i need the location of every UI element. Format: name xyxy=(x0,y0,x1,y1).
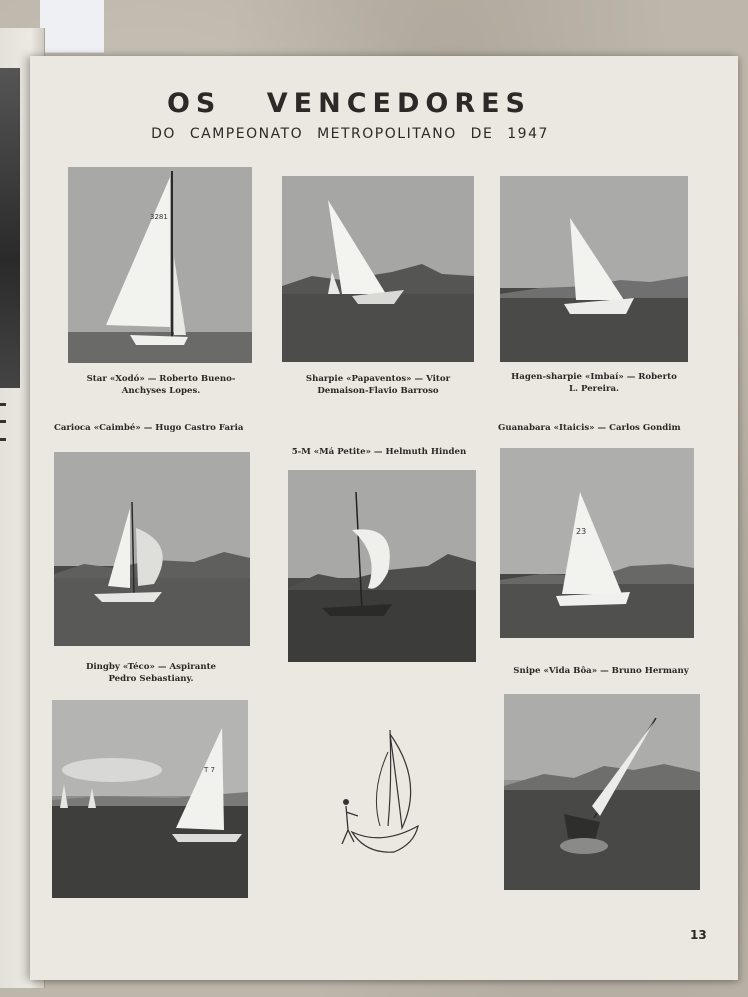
photo-carioca-caimbe xyxy=(54,452,250,646)
caption-line: Sharpie «Papaventos» — Vitor xyxy=(305,374,451,384)
photo-5m-ma-petite xyxy=(288,470,476,662)
caption-snipe: Snipe «Vida Bôa» — Bruno Hermany xyxy=(513,666,689,676)
magazine-page xyxy=(30,56,738,980)
page-title: OS VENCEDORES xyxy=(166,88,532,119)
left-page-photo xyxy=(0,68,20,388)
caption-line: L. Pereira. xyxy=(568,384,620,394)
caption-line: Anchyses Lopes. xyxy=(121,386,201,396)
page-subtitle: DO CAMPEONATO METROPOLITANO DE 1947 xyxy=(151,126,549,142)
caption-dingby xyxy=(56,661,246,685)
photo-dingby-teco xyxy=(52,700,248,898)
photo-sharpie-papaventos xyxy=(282,176,474,362)
caption-guanabara: Guanabara «Itaicis» — Carlos Gondim xyxy=(498,423,681,433)
photo-snipe-vida-boa xyxy=(504,694,700,890)
caption-line: Pedro Sebastiany. xyxy=(108,674,194,684)
page-number: 13 xyxy=(690,928,707,942)
sailboat-drawing xyxy=(332,722,428,862)
sail-number-dingby: T 7 xyxy=(204,766,215,774)
paper-strip xyxy=(40,0,104,53)
left-text-line xyxy=(0,420,6,423)
caption-hagen xyxy=(496,371,692,395)
sail-number-guanabara: 23 xyxy=(576,527,587,536)
photo-guanabara-itaicis xyxy=(500,448,694,638)
caption-line: Demaison-Flavio Barroso xyxy=(317,386,439,396)
caption-line: Star «Xodó» — Roberto Bueno- xyxy=(86,374,236,384)
caption-line: Dingby «Téco» — Aspirante xyxy=(85,662,217,672)
photo-hagen-sharpie-imbai xyxy=(500,176,688,362)
left-text-line xyxy=(0,403,6,406)
photo-star-xodo xyxy=(68,167,252,363)
left-text-line xyxy=(0,438,6,441)
caption-sharpie xyxy=(280,373,476,397)
sail-number-star: 3281 xyxy=(150,213,168,221)
caption-star xyxy=(66,373,256,397)
caption-5m: 5-M «Má Petite» — Helmuth Hinden xyxy=(291,447,467,457)
caption-carioca: Carioca «Caimbé» — Hugo Castro Faria xyxy=(54,423,244,433)
caption-line: Hagen-sharpie «Imbaí» — Roberto xyxy=(511,372,677,382)
